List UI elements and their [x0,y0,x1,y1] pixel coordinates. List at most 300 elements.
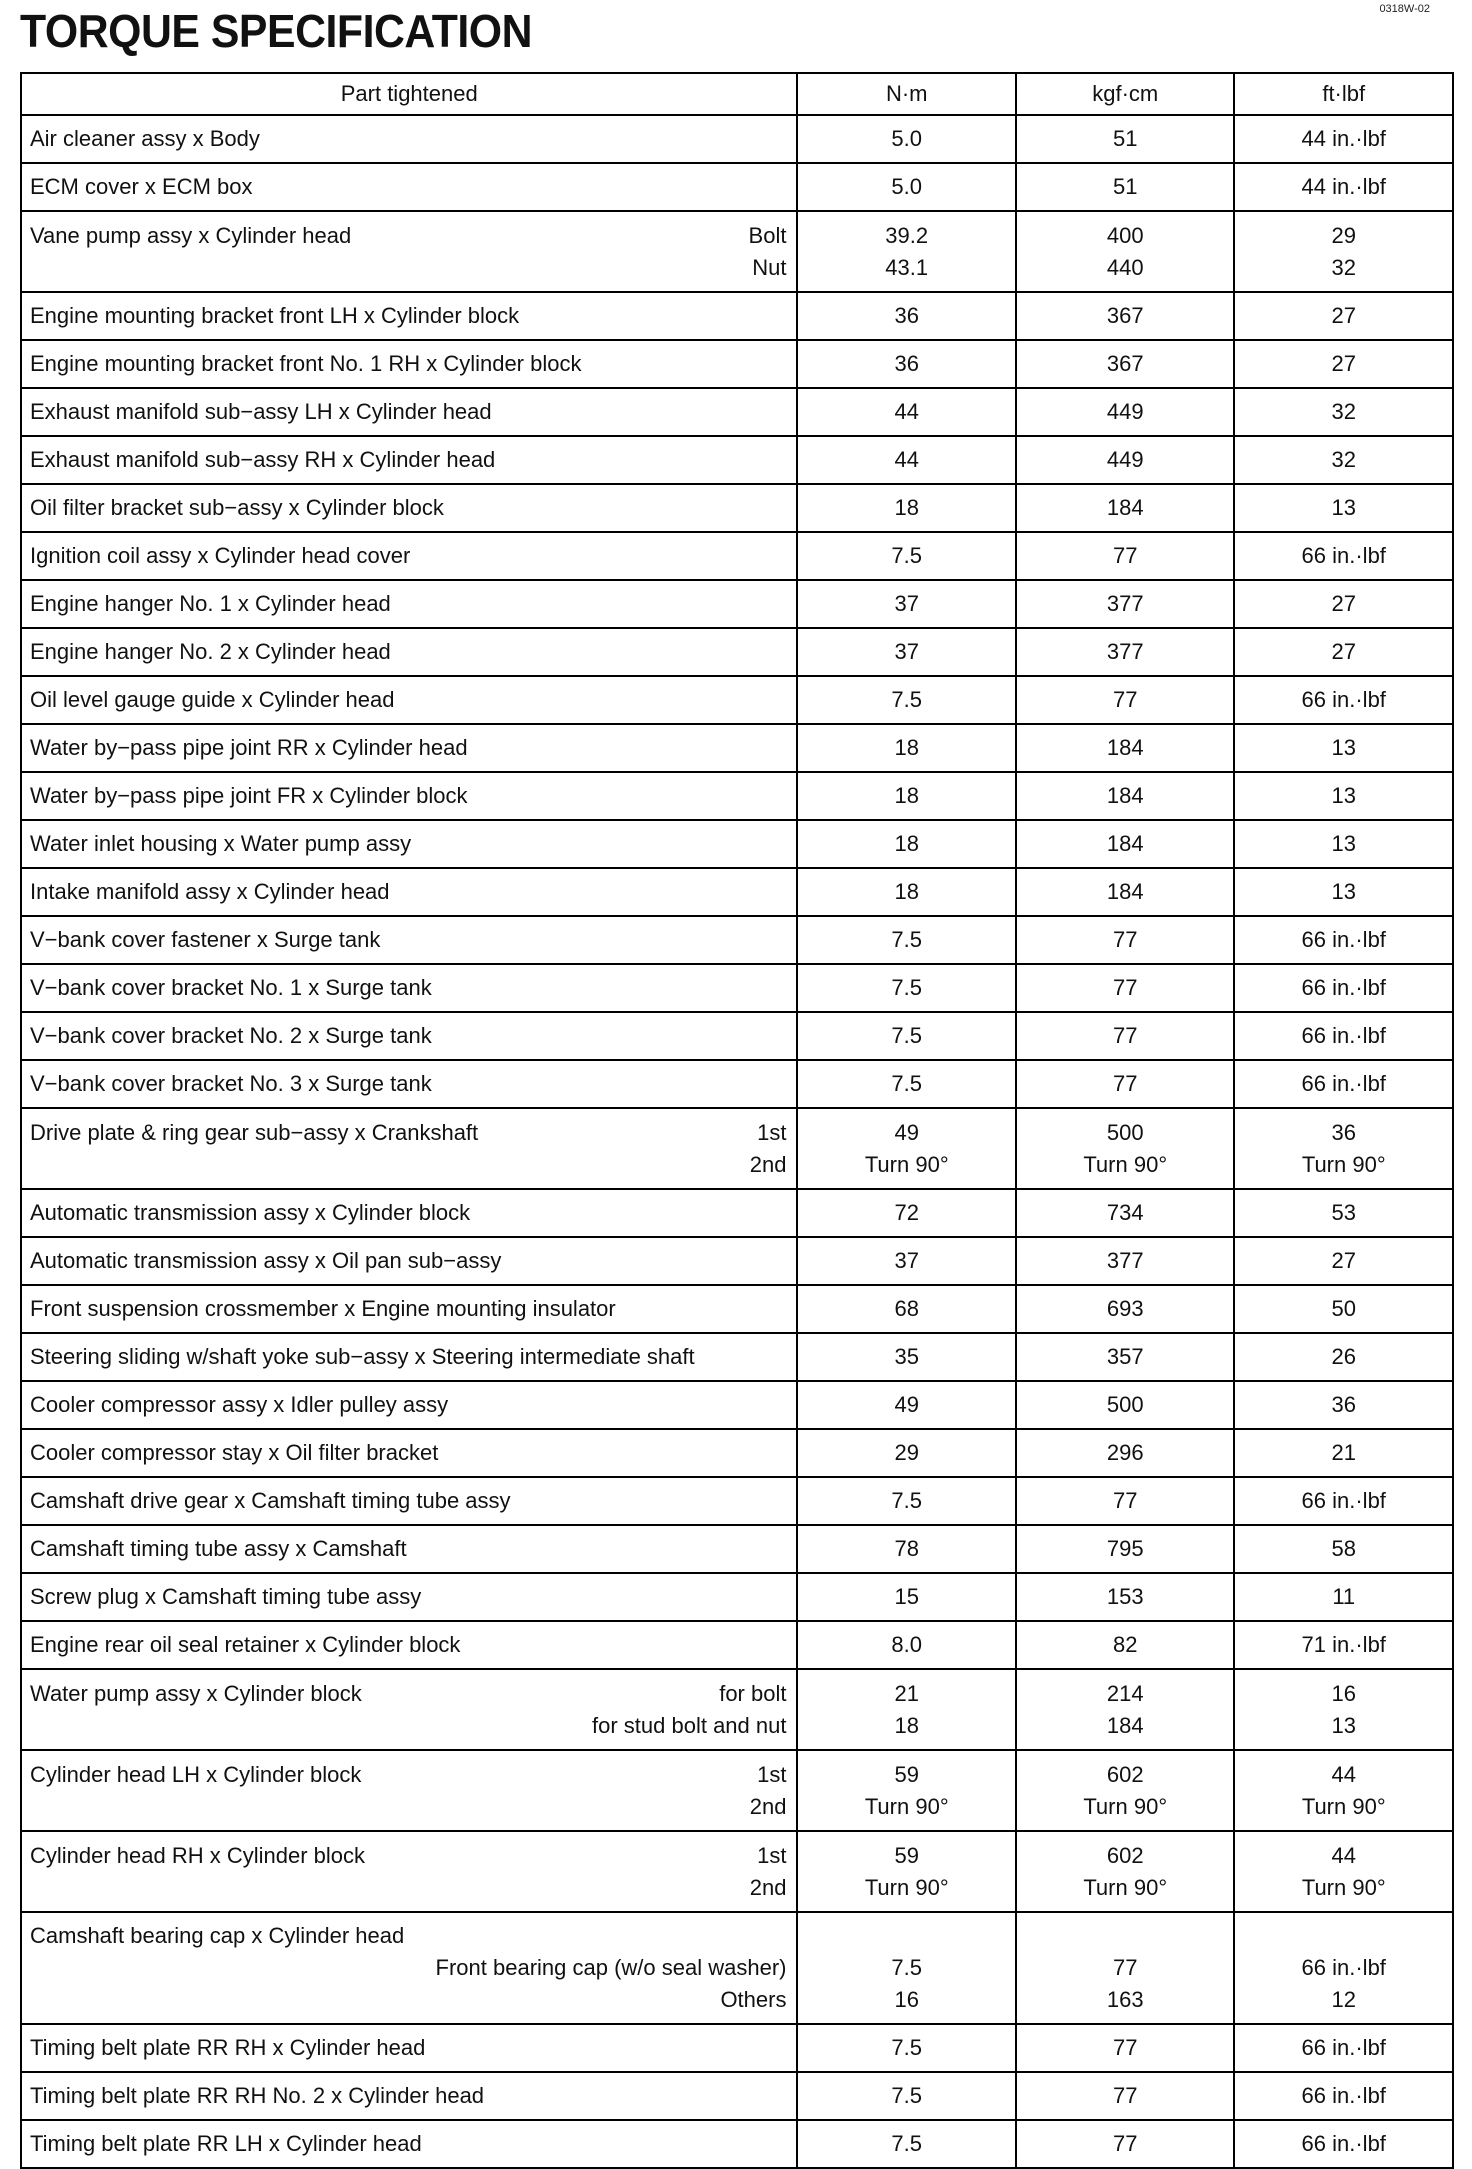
table-header-row [21,73,1453,115]
part-name: Water by−pass pipe joint RR x Cylinder head [30,735,468,760]
kgf-cm-cell [1016,1621,1235,1669]
torque-value: 53 [1331,1200,1356,1225]
kgf-cm-cell [1016,163,1235,211]
kgf-cm-cell [1016,724,1235,772]
part-cell [21,436,797,484]
part-name: Timing belt plate RR RH No. 2 x Cylinder head [30,2083,485,2108]
table-row [21,2072,1453,2120]
torque-value: 71 in.·lbf [1301,1632,1386,1657]
document-code: 0318W-02 [1379,3,1430,15]
kgf-cm-cell [1016,1381,1235,1429]
torque-value: 184 [1106,1712,1144,1738]
part-cell [21,115,797,163]
part-line [30,1840,786,1872]
table-row [21,676,1453,724]
torque-value: 367 [1106,351,1144,376]
torque-value: 184 [1106,783,1144,808]
table-row [21,724,1453,772]
torque-value: 734 [1106,1200,1144,1225]
nm-cell [797,676,1016,724]
nm-cell [797,115,1016,163]
table-row [21,580,1453,628]
table-row [21,1333,1453,1381]
table-row [21,964,1453,1012]
part-line [30,1791,786,1823]
torque-value: 18 [894,1712,919,1738]
nm-cell [797,2120,1016,2168]
nm-cell [797,1237,1016,1285]
torque-value: 66 in.·lbf [1301,975,1386,1000]
kgf-cm-cell [1016,1189,1235,1237]
ft-lbf-cell [1234,2072,1453,2120]
part-cell [21,1477,797,1525]
kgf-cm-cell [1016,2024,1235,2072]
kgf-cm-cell [1016,484,1235,532]
ft-lbf-cell [1234,1060,1453,1108]
nm-cell [797,211,1016,292]
nm-cell [797,1750,1016,1831]
part-line [30,220,786,252]
kgf-cm-cell [1016,1012,1235,1060]
torque-value: 77 [1112,1488,1138,1513]
torque-table [20,72,1454,2169]
nm-cell [797,1012,1016,1060]
torque-value: 77 [1112,2131,1138,2156]
part-name: V−bank cover fastener x Surge tank [30,927,381,952]
torque-value: 27 [1331,1248,1356,1273]
part-cell [21,1060,797,1108]
torque-value: 50 [1331,1296,1356,1321]
part-name: V−bank cover bracket No. 2 x Surge tank [30,1023,432,1048]
ft-lbf-cell [1234,820,1453,868]
torque-value: 16 [1331,1680,1356,1706]
part-name: ECM cover x ECM box [30,174,253,199]
part-line [30,1759,786,1791]
part-cell [21,1669,797,1750]
ft-lbf-cell [1234,2120,1453,2168]
nm-cell [797,1381,1016,1429]
part-line [30,1872,786,1904]
part-condition: 2nd [749,1151,787,1177]
part-line [30,1710,786,1742]
torque-value: 795 [1106,1536,1144,1561]
torque-value: 26 [1331,1344,1356,1369]
torque-value: 7.5 [891,927,923,952]
nm-cell [797,580,1016,628]
torque-value: 7.5 [891,2083,923,2108]
torque-value: 44 in.·lbf [1301,126,1386,151]
ft-lbf-cell [1234,1429,1453,1477]
ft-lbf-cell [1234,1573,1453,1621]
part-name: Automatic transmission assy x Cylinder block [30,1200,471,1225]
part-name: V−bank cover bracket No. 1 x Surge tank [30,975,432,1000]
table-row [21,868,1453,916]
kgf-cm-cell [1016,1831,1235,1912]
kgf-cm-cell [1016,964,1235,1012]
ft-lbf-cell [1234,211,1453,292]
table-row [21,163,1453,211]
torque-value: 77 [1112,687,1138,712]
torque-value: 5.0 [891,126,923,151]
torque-value: 32 [1331,254,1356,280]
ft-lbf-cell [1234,1525,1453,1573]
part-cell [21,1189,797,1237]
part-cell [21,868,797,916]
part-name: Water by−pass pipe joint FR x Cylinder block [30,783,468,808]
torque-value: 77 [1112,1023,1138,1048]
part-name: Oil level gauge guide x Cylinder head [30,687,395,712]
ft-lbf-cell [1234,1012,1453,1060]
kgf-cm-cell [1016,436,1235,484]
part-cell [21,580,797,628]
nm-cell [797,532,1016,580]
torque-value: Turn 90° [1083,1793,1168,1819]
kgf-cm-cell [1016,580,1235,628]
ft-lbf-cell [1234,292,1453,340]
torque-value: 29 [894,1440,919,1465]
nm-cell [797,1189,1016,1237]
torque-value: 7.5 [891,1488,923,1513]
part-name: Exhaust manifold sub−assy LH x Cylinder head [30,399,492,424]
torque-value: 82 [1112,1632,1138,1657]
torque-value: Turn 90° [864,1874,949,1900]
ft-lbf-cell [1234,580,1453,628]
table-row [21,2120,1453,2168]
torque-value: 153 [1106,1584,1144,1609]
table-row [21,484,1453,532]
part-line [30,1117,786,1149]
torque-value: 37 [894,591,919,616]
kgf-cm-cell [1016,2072,1235,2120]
part-name: Drive plate & ring gear sub−assy x Crankshaft [30,1119,479,1145]
kgf-cm-cell [1016,340,1235,388]
torque-value: 7.5 [891,687,923,712]
torque-value: 184 [1106,735,1144,760]
table-row [21,1477,1453,1525]
torque-value: 440 [1106,254,1144,280]
part-name: Cooler compressor assy x Idler pulley assy [30,1392,449,1417]
torque-value: 214 [1106,1680,1144,1706]
torque-value: 8.0 [891,1632,923,1657]
torque-value: 7.5 [891,2131,923,2156]
torque-value: 13 [1331,735,1356,760]
torque-value: 44 [894,399,919,424]
torque-value: 77 [1112,1071,1138,1096]
table-row [21,388,1453,436]
kgf-cm-cell [1016,916,1235,964]
table-row [21,1237,1453,1285]
torque-value: 49 [894,1392,919,1417]
part-name: Steering sliding w/shaft yoke sub−assy x Steering intermediate shaft [30,1344,695,1369]
part-name: Cylinder head RH x Cylinder block [30,1842,366,1868]
torque-value: 77 [1112,2083,1138,2108]
table-row [21,2024,1453,2072]
torque-value: 37 [894,1248,919,1273]
table-row [21,532,1453,580]
part-name: Intake manifold assy x Cylinder head [30,879,390,904]
nm-cell [797,1669,1016,1750]
ft-lbf-cell [1234,1381,1453,1429]
torque-value: 21 [1331,1440,1356,1465]
part-name: Ignition coil assy x Cylinder head cover [30,543,411,568]
torque-value: Turn 90° [1301,1151,1386,1177]
torque-value: 51 [1112,174,1138,199]
torque-value: Turn 90° [1083,1874,1168,1900]
torque-value: 15 [894,1584,919,1609]
header-part-tightened: Part tightened [21,73,797,115]
torque-value: 66 in.·lbf [1301,927,1386,952]
torque-value: 500 [1106,1392,1144,1417]
part-cell [21,1621,797,1669]
torque-value: 77 [1112,2035,1138,2060]
torque-value: 449 [1106,447,1144,472]
kgf-cm-cell [1016,292,1235,340]
torque-value: 357 [1106,1344,1144,1369]
ft-lbf-cell [1234,163,1453,211]
torque-value: 21 [894,1680,919,1706]
torque-value: Turn 90° [1083,1151,1168,1177]
kgf-cm-cell [1016,211,1235,292]
nm-cell [797,388,1016,436]
ft-lbf-cell [1234,868,1453,916]
ft-lbf-cell [1234,772,1453,820]
torque-value: 13 [1331,783,1356,808]
ft-lbf-cell [1234,1750,1453,1831]
kgf-cm-cell [1016,1477,1235,1525]
part-cell [21,1381,797,1429]
part-cell [21,1237,797,1285]
part-line [30,252,786,284]
part-cell [21,2072,797,2120]
part-name: Oil filter bracket sub−assy x Cylinder block [30,495,444,520]
kgf-cm-cell [1016,1573,1235,1621]
header-kgf-cm: kgf·cm [1016,73,1235,115]
part-cell [21,1750,797,1831]
torque-value: 44 [1331,1842,1356,1868]
table-row [21,820,1453,868]
torque-value: 7.5 [891,1071,923,1096]
torque-value: 77 [1112,543,1138,568]
torque-value: 449 [1106,399,1144,424]
part-cell [21,532,797,580]
part-name: Cooler compressor stay x Oil filter bracket [30,1440,439,1465]
part-cell [21,2024,797,2072]
ft-lbf-cell [1234,1237,1453,1285]
part-name: Timing belt plate RR RH x Cylinder head [30,2035,426,2060]
kgf-cm-cell [1016,676,1235,724]
part-line [30,1149,786,1181]
part-cell [21,820,797,868]
torque-value: 7.5 [891,2035,923,2060]
ft-lbf-cell [1234,532,1453,580]
torque-value: 377 [1106,639,1144,664]
table-row [21,211,1453,292]
part-condition: 2nd [749,1874,787,1900]
part-name: Engine mounting bracket front No. 1 RH x Cylinder block [30,351,582,376]
torque-value: 400 [1106,222,1144,248]
torque-value: 163 [1106,1987,1144,2012]
nm-cell [797,964,1016,1012]
kgf-cm-cell [1016,628,1235,676]
torque-value: 43.1 [885,254,929,280]
ft-lbf-cell [1234,1285,1453,1333]
kgf-cm-cell [1016,1060,1235,1108]
part-condition: 2nd [749,1793,787,1819]
table-row [21,1621,1453,1669]
torque-value: 32 [1331,399,1356,424]
part-name: Engine hanger No. 1 x Cylinder head [30,591,391,616]
ft-lbf-cell [1234,1831,1453,1912]
table-row [21,772,1453,820]
nm-cell [797,436,1016,484]
torque-value: 66 in.·lbf [1301,2131,1386,2156]
nm-cell [797,820,1016,868]
table-row [21,340,1453,388]
nm-cell [797,484,1016,532]
part-cell [21,1573,797,1621]
nm-cell [797,2072,1016,2120]
part-name: Automatic transmission assy x Oil pan sub−assy [30,1248,502,1273]
part-name: Cylinder head LH x Cylinder block [30,1761,362,1787]
part-cell [21,1285,797,1333]
nm-cell [797,1108,1016,1189]
ft-lbf-cell [1234,1477,1453,1525]
page-title: TORQUE SPECIFICATION [20,5,533,57]
kgf-cm-cell [1016,1333,1235,1381]
torque-value: 49 [894,1119,919,1145]
torque-value: 32 [1331,447,1356,472]
ft-lbf-cell [1234,916,1453,964]
part-cell [21,1108,797,1189]
torque-value: 184 [1106,831,1144,856]
torque-value: 184 [1106,495,1144,520]
ft-lbf-cell [1234,628,1453,676]
torque-value: 27 [1331,639,1356,664]
torque-value: 377 [1106,591,1144,616]
part-cell [21,964,797,1012]
kgf-cm-cell [1016,1912,1235,2024]
torque-value: 27 [1331,303,1356,328]
torque-value: 18 [894,735,919,760]
table-row [21,628,1453,676]
torque-value: 29 [1331,222,1356,248]
nm-cell [797,1285,1016,1333]
kgf-cm-cell [1016,532,1235,580]
part-cell [21,1831,797,1912]
nm-cell [797,1333,1016,1381]
part-cell [21,1333,797,1381]
torque-value: 602 [1106,1842,1144,1868]
kgf-cm-cell [1016,772,1235,820]
kgf-cm-cell [1016,1525,1235,1573]
table-row [21,1831,1453,1912]
ft-lbf-cell [1234,340,1453,388]
table-row [21,1912,1453,2024]
ft-lbf-cell [1234,436,1453,484]
part-name: Air cleaner assy x Body [30,126,260,151]
part-cell [21,1012,797,1060]
ft-lbf-cell [1234,1621,1453,1669]
ft-lbf-cell [1234,1108,1453,1189]
nm-cell [797,1477,1016,1525]
part-condition: Others [720,1987,787,2012]
nm-cell [797,916,1016,964]
torque-value: 296 [1106,1440,1144,1465]
torque-value: 66 in.·lbf [1301,687,1386,712]
part-name: Water inlet housing x Water pump assy [30,831,412,856]
part-cell [21,1429,797,1477]
ft-lbf-cell [1234,1912,1453,2024]
torque-value: 44 in.·lbf [1301,174,1386,199]
torque-value: 36 [894,303,919,328]
part-name: Engine hanger No. 2 x Cylinder head [30,639,391,664]
nm-cell [797,1621,1016,1669]
part-name: Vane pump assy x Cylinder head [30,222,352,248]
ft-lbf-cell [1234,724,1453,772]
nm-cell [797,2024,1016,2072]
torque-value: Turn 90° [864,1151,949,1177]
part-condition: Front bearing cap (w/o seal washer) [435,1955,787,1980]
table-row [21,916,1453,964]
kgf-cm-cell [1016,820,1235,868]
torque-value: 51 [1112,126,1138,151]
torque-value: 7.5 [891,543,923,568]
torque-value: 59 [894,1761,919,1787]
nm-cell [797,163,1016,211]
ft-lbf-cell [1234,1189,1453,1237]
table-row [21,1285,1453,1333]
nm-cell [797,1573,1016,1621]
table-row [21,1573,1453,1621]
part-cell [21,388,797,436]
torque-value: 367 [1106,303,1144,328]
torque-value: Turn 90° [1301,1793,1386,1819]
torque-value: 13 [1331,831,1356,856]
part-line [30,1678,786,1710]
torque-value: 693 [1106,1296,1144,1321]
table-row [21,115,1453,163]
ft-lbf-cell [1234,388,1453,436]
torque-value: 16 [894,1987,919,2012]
part-cell [21,211,797,292]
nm-cell [797,1912,1016,2024]
table-row [21,1189,1453,1237]
part-condition: for stud bolt and nut [592,1712,787,1738]
part-cell [21,340,797,388]
torque-value: 5.0 [891,174,923,199]
torque-value: 44 [894,447,919,472]
nm-cell [797,868,1016,916]
table-row [21,292,1453,340]
kgf-cm-cell [1016,388,1235,436]
nm-cell [797,628,1016,676]
part-cell [21,484,797,532]
table-row [21,1108,1453,1189]
part-name: Camshaft drive gear x Camshaft timing tube assy [30,1488,511,1513]
part-cell [21,628,797,676]
part-cell [21,2120,797,2168]
ft-lbf-cell [1234,964,1453,1012]
torque-value: 13 [1331,1712,1356,1738]
kgf-cm-cell [1016,1108,1235,1189]
part-name: Camshaft bearing cap x Cylinder head [30,1923,405,1948]
part-condition: 1st [757,1761,787,1787]
table-row [21,1669,1453,1750]
torque-value: 18 [894,783,919,808]
kgf-cm-cell [1016,115,1235,163]
kgf-cm-cell [1016,1237,1235,1285]
kgf-cm-cell [1016,868,1235,916]
